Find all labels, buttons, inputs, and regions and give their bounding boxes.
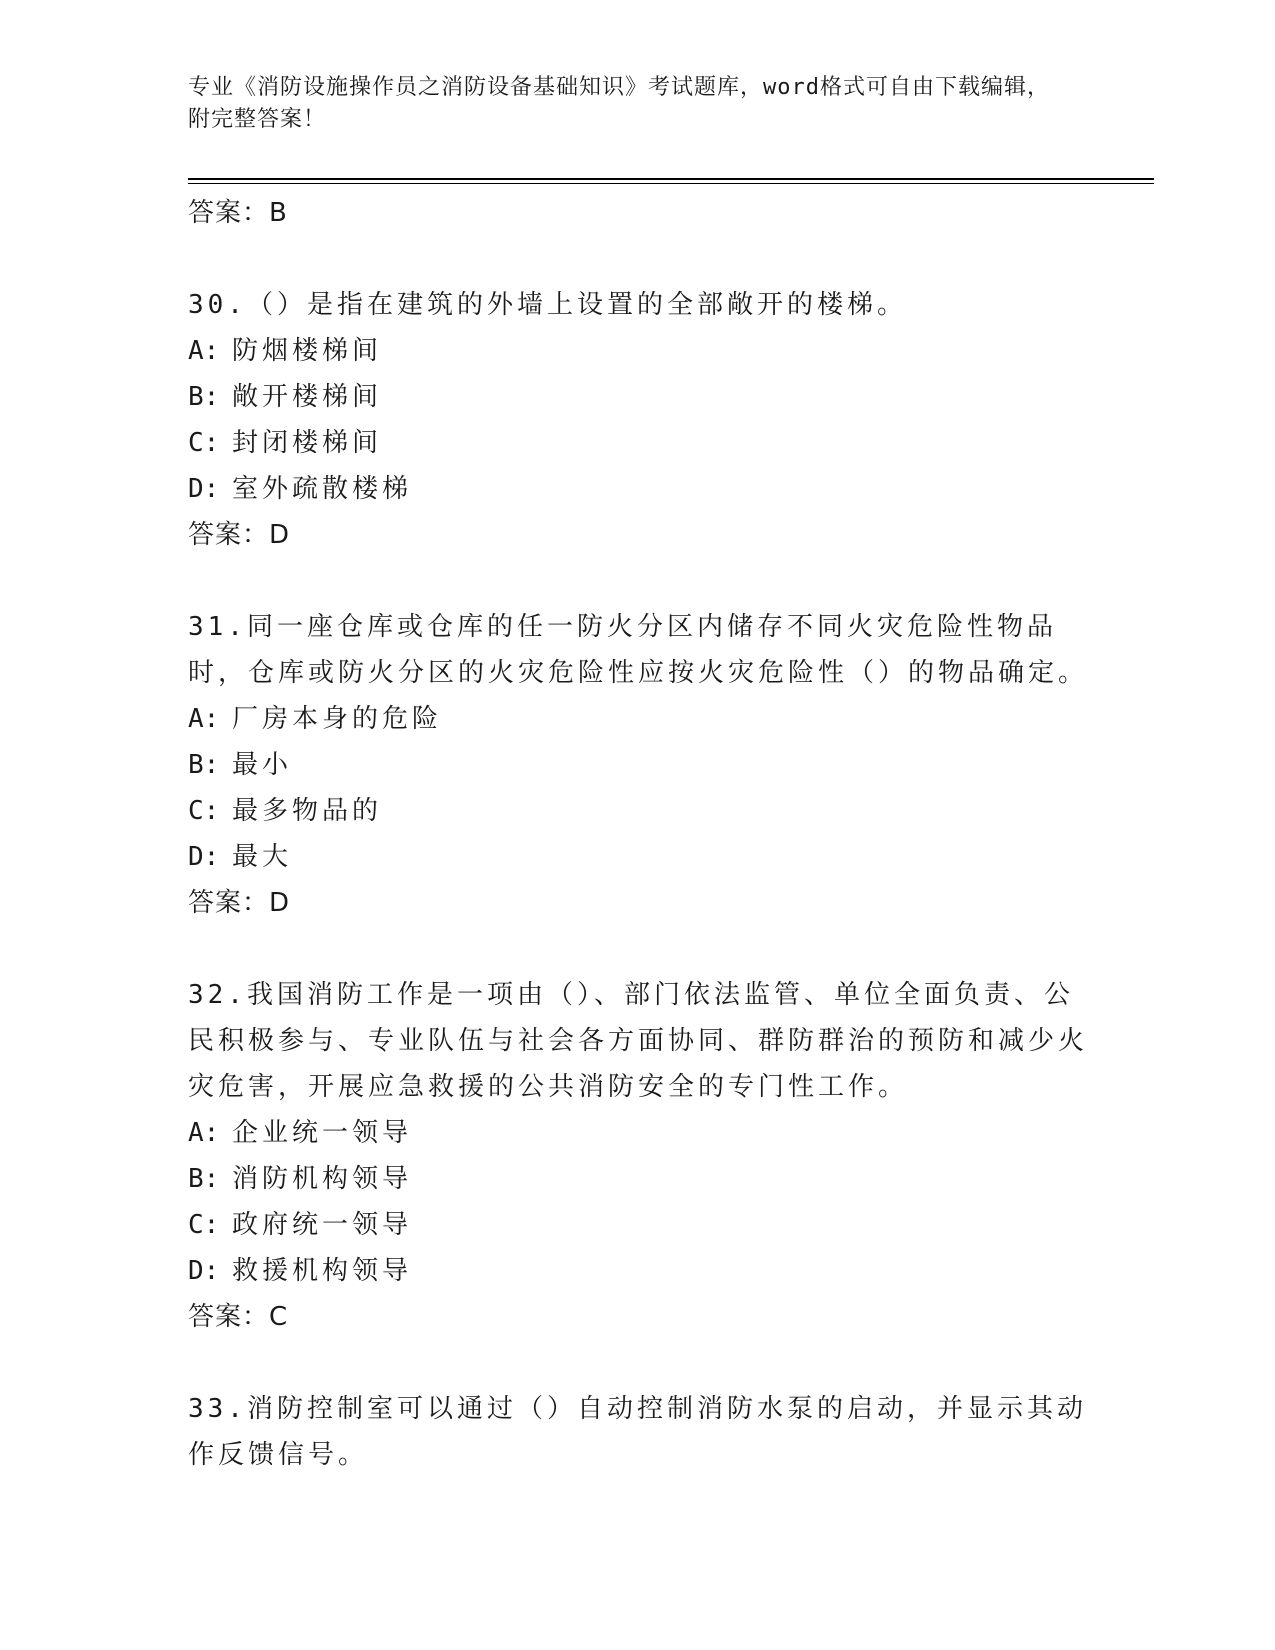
question-text	[188, 1386, 1088, 1478]
option-c	[188, 1202, 1088, 1248]
option-letter: D:	[188, 842, 220, 872]
option-letter: D:	[188, 1256, 220, 1286]
option-text: 最小	[232, 750, 293, 780]
option-b	[188, 374, 1088, 420]
option-a	[188, 696, 1088, 742]
document-header	[188, 72, 1068, 136]
option-text: 敞开楼梯间	[232, 382, 383, 412]
option-text: 消防机构领导	[232, 1164, 413, 1194]
option-letter: A:	[188, 704, 220, 734]
option-letter: C:	[188, 428, 220, 458]
question-body: （）是指在建筑的外墙上设置的全部敞开的楼梯。	[246, 290, 907, 320]
option-a	[188, 1110, 1088, 1156]
header-text: 专业《消防设施操作员之消防设备基础知识》考试题库，word格式可自由下载编辑，附完整答案！	[188, 75, 1050, 132]
question-body: 我国消防工作是一项由（）、部门依法监管、单位全面负责、公民积极参与、专业队伍与社会各方面协同、群防群治的预防和减少火灾危害，开展应急救援的公共消防安全的专门性工作。	[188, 980, 1089, 1102]
option-letter: C:	[188, 1210, 220, 1240]
option-text: 防烟楼梯间	[232, 336, 383, 366]
question-list	[188, 190, 1088, 1478]
question-item	[188, 282, 1088, 558]
header-divider-thick	[188, 178, 1154, 180]
answer-label: 答案：C	[188, 1302, 289, 1332]
option-letter: B:	[188, 382, 220, 412]
option-text: 企业统一领导	[232, 1118, 413, 1148]
option-letter: D:	[188, 474, 220, 504]
option-d	[188, 834, 1088, 880]
option-text: 封闭楼梯间	[232, 428, 383, 458]
option-c	[188, 788, 1088, 834]
option-b	[188, 1156, 1088, 1202]
question-body: 消防控制室可以通过（）自动控制消防水泵的启动，并显示其动作反馈信号。	[188, 1394, 1087, 1470]
option-a	[188, 328, 1088, 374]
option-letter: C:	[188, 796, 220, 826]
header-divider-thin	[188, 183, 1154, 184]
option-letter: B:	[188, 750, 220, 780]
answer-label: 答案：D	[188, 520, 291, 550]
option-letter: A:	[188, 336, 220, 366]
option-text: 厂房本身的危险	[232, 704, 443, 734]
option-text: 室外疏散楼梯	[232, 474, 413, 504]
question-number: 32.	[188, 980, 247, 1010]
question-item	[188, 604, 1088, 926]
option-d	[188, 466, 1088, 512]
question-item	[188, 972, 1088, 1340]
answer-label: 答案：D	[188, 888, 291, 918]
question-text	[188, 282, 1088, 328]
question-number: 31.	[188, 612, 247, 642]
question-number: 30.	[188, 290, 247, 320]
option-c	[188, 420, 1088, 466]
option-text: 救援机构领导	[232, 1256, 413, 1286]
answer-label: 答案：B	[188, 198, 288, 228]
question-number: 33.	[188, 1394, 247, 1424]
question-text	[188, 604, 1088, 696]
option-letter: B:	[188, 1164, 220, 1194]
option-text: 最多物品的	[232, 796, 383, 826]
option-d	[188, 1248, 1088, 1294]
question-body: 同一座仓库或仓库的任一防火分区内储存不同火灾危险性物品时，仓库或防火分区的火灾危险性应按火灾危险性（）的物品确定。	[188, 612, 1089, 688]
option-text: 政府统一领导	[232, 1210, 413, 1240]
question-text	[188, 972, 1088, 1110]
question-item	[188, 1386, 1088, 1478]
option-b	[188, 742, 1088, 788]
option-text: 最大	[232, 842, 293, 872]
option-letter: A:	[188, 1118, 220, 1148]
